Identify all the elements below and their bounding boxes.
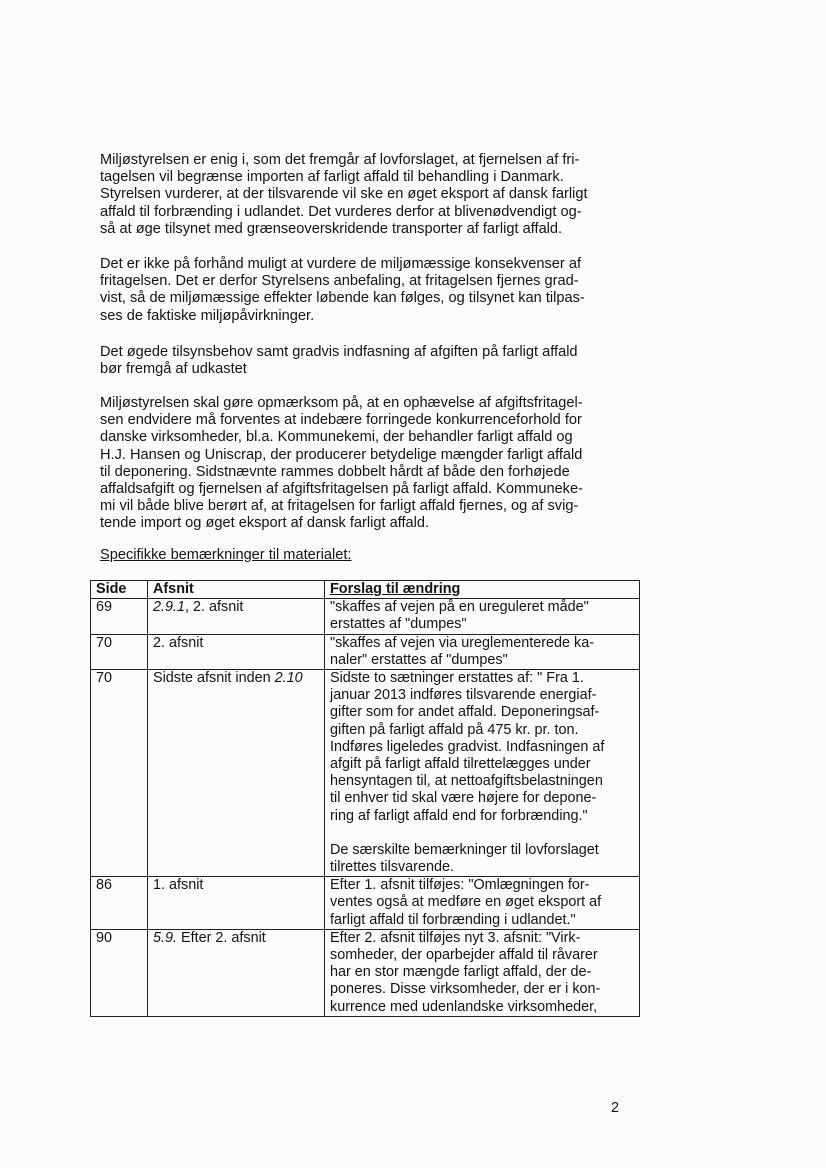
cell-line: ring af farligt affald end for forbrænding." — [330, 807, 588, 824]
header-forslag: Forslag til ændring — [325, 581, 640, 599]
header-side: Side — [91, 581, 148, 599]
afsnit-text: 2. afsnit — [153, 634, 204, 651]
cell-forslag — [325, 877, 640, 930]
afsnit-text: 1. afsnit — [153, 877, 204, 894]
afsnit-text: Sidste afsnit inden — [153, 670, 275, 687]
cell-line: Indføres ligeledes gradvist. Indfasningen af — [330, 738, 605, 755]
text-line: bør fremgå af udkastet — [100, 361, 247, 378]
cell-line: hensyntagen til, at nettoafgiftsbelastningen — [330, 773, 603, 790]
cell-side: 70 — [91, 670, 148, 877]
cell-forslag — [325, 929, 640, 1016]
cell-line: giften på farligt affald på 475 kr. pr. ton. — [330, 721, 579, 738]
text-line: tende import og øget eksport af dansk farligt affald. — [100, 515, 430, 532]
text-line: Miljøstyrelsen skal gøre opmærksom på, at en ophævelse af afgiftsfritagel- — [100, 395, 583, 411]
section-ref: 5.9. — [153, 929, 178, 946]
cell-line: tilrettes tilsvarende. — [330, 859, 454, 876]
cell-side: 90 — [91, 929, 148, 1016]
cell-afsnit — [148, 634, 325, 669]
cell-afsnit — [148, 877, 325, 930]
cell-line: Efter 1. afsnit tilføjes: "Omlægningen for- — [330, 877, 590, 894]
afsnit-text: Efter 2. afsnit — [177, 929, 266, 946]
table-row — [91, 599, 640, 634]
changes-table — [90, 580, 640, 1017]
cell-afsnit — [148, 599, 325, 634]
section-ref: 2.9.1 — [153, 599, 186, 616]
cell-line: farligt affald til forbrænding i udlandet." — [330, 911, 576, 928]
table-row — [91, 634, 640, 669]
text-line: så at øge tilsynet med grænseoverskridende transporter af farligt affald. — [100, 220, 563, 237]
cell-line: naler" erstattes af "dumpes" — [330, 651, 508, 668]
page-number: 2 — [611, 1100, 620, 1116]
text-line: affaldsafgift og fjernelsen af afgiftsfritagelsen på farligt affald. Kommuneke- — [100, 481, 583, 498]
cell-line: erstattes af "dumpes" — [330, 616, 467, 633]
text-line: vist, så de miljømæssige effekter løbende kan følges, og tilsynet kan tilpas- — [100, 290, 585, 307]
cell-line: somheder, der oparbejder affald til råvarer — [330, 947, 598, 964]
cell-line: gifter som for andet affald. Deponeringsaf- — [330, 704, 600, 721]
text-line: til deponering. Sidstnævnte rammes dobbelt hårdt af både den forhøjede — [100, 463, 570, 480]
cell-line: januar 2013 indføres tilsvarende energiaf- — [330, 687, 597, 704]
cell-forslag — [325, 634, 640, 669]
section-heading: Specifikke bemærkninger til materialet: — [100, 547, 352, 563]
cell-line: afgift på farligt affald tilrettelægges under — [330, 756, 591, 773]
text-line: Det øgede tilsynsbehov samt gradvis indfasning af afgiften på farligt affald — [100, 344, 578, 360]
cell-line: De særskilte bemærkninger til lovforslaget — [330, 841, 599, 858]
cell-forslag — [325, 599, 640, 634]
cell-line: til enhver tid skal være højere for depone- — [330, 790, 597, 807]
paragraph-gap — [330, 825, 634, 842]
cell-line: ventes også at medføre en øget eksport af — [330, 894, 602, 911]
cell-side: 70 — [91, 634, 148, 669]
paragraph-2 — [100, 256, 630, 325]
cell-afsnit — [148, 670, 325, 877]
text-line: Styrelsen vurderer, at der tilsvarende vil ske en øget eksport af dansk farligt — [100, 186, 588, 203]
text-line: danske virksomheder, bl.a. Kommunekemi, der behandler farligt affald og — [100, 429, 573, 446]
section-ref: 2.10 — [274, 670, 303, 687]
paragraph-3 — [100, 344, 630, 378]
paragraph-4 — [100, 395, 630, 533]
table-row — [91, 877, 640, 930]
cell-side: 86 — [91, 877, 148, 930]
cell-line: poneres. Disse virksomheder, der er i kon- — [330, 981, 601, 998]
cell-side: 69 — [91, 599, 148, 634]
cell-line: Efter 2. afsnit tilføjes nyt 3. afsnit: "Virk- — [330, 929, 581, 946]
text-line: mi vil både blive berørt af, at fritagelsen for farligt affald fjernes, og af svig- — [100, 498, 579, 515]
text-line: Miljøstyrelsen er enig i, som det fremgår af lovforslaget, at fjernelsen af fri- — [100, 152, 580, 168]
cell-afsnit — [148, 929, 325, 1016]
text-line: fritagelsen. Det er derfor Styrelsens anbefaling, at fritagelsen fjernes grad- — [100, 273, 579, 290]
text-line: affald til forbrænding i udlandet. Det vurderes derfor at blivenødvendigt og- — [100, 203, 582, 220]
text-line: sen endvidere må forventes at indebære forringede konkurrenceforhold for — [100, 412, 582, 429]
cell-forslag — [325, 670, 640, 877]
text-line: Det er ikke på forhånd muligt at vurdere de miljømæssige konsekvenser af — [100, 256, 581, 272]
cell-line: Sidste to sætninger erstattes af: " Fra 1. — [330, 670, 584, 687]
cell-line: "skaffes af vejen på en ureguleret måde" — [330, 599, 589, 616]
header-afsnit: Afsnit — [148, 581, 325, 599]
text-line: ses de faktiske miljøpåvirkninger. — [100, 307, 315, 324]
table-header-row — [91, 581, 640, 599]
cell-line: "skaffes af vejen via ureglementerede ka- — [330, 634, 595, 651]
text-line: tagelsen vil begrænse importen af farligt affald til behandling i Danmark. — [100, 169, 564, 186]
paragraph-1 — [100, 152, 630, 238]
cell-line: kurrence med udenlandske virksomheder, — [330, 998, 598, 1015]
afsnit-text: , 2. afsnit — [185, 599, 244, 616]
text-line: H.J. Hansen og Uniscrap, der producerer betydelige mængder farligt affald — [100, 446, 583, 463]
table-row — [91, 929, 640, 1016]
table-row — [91, 670, 640, 877]
cell-line: har en stor mængde farligt affald, der de- — [330, 964, 592, 981]
